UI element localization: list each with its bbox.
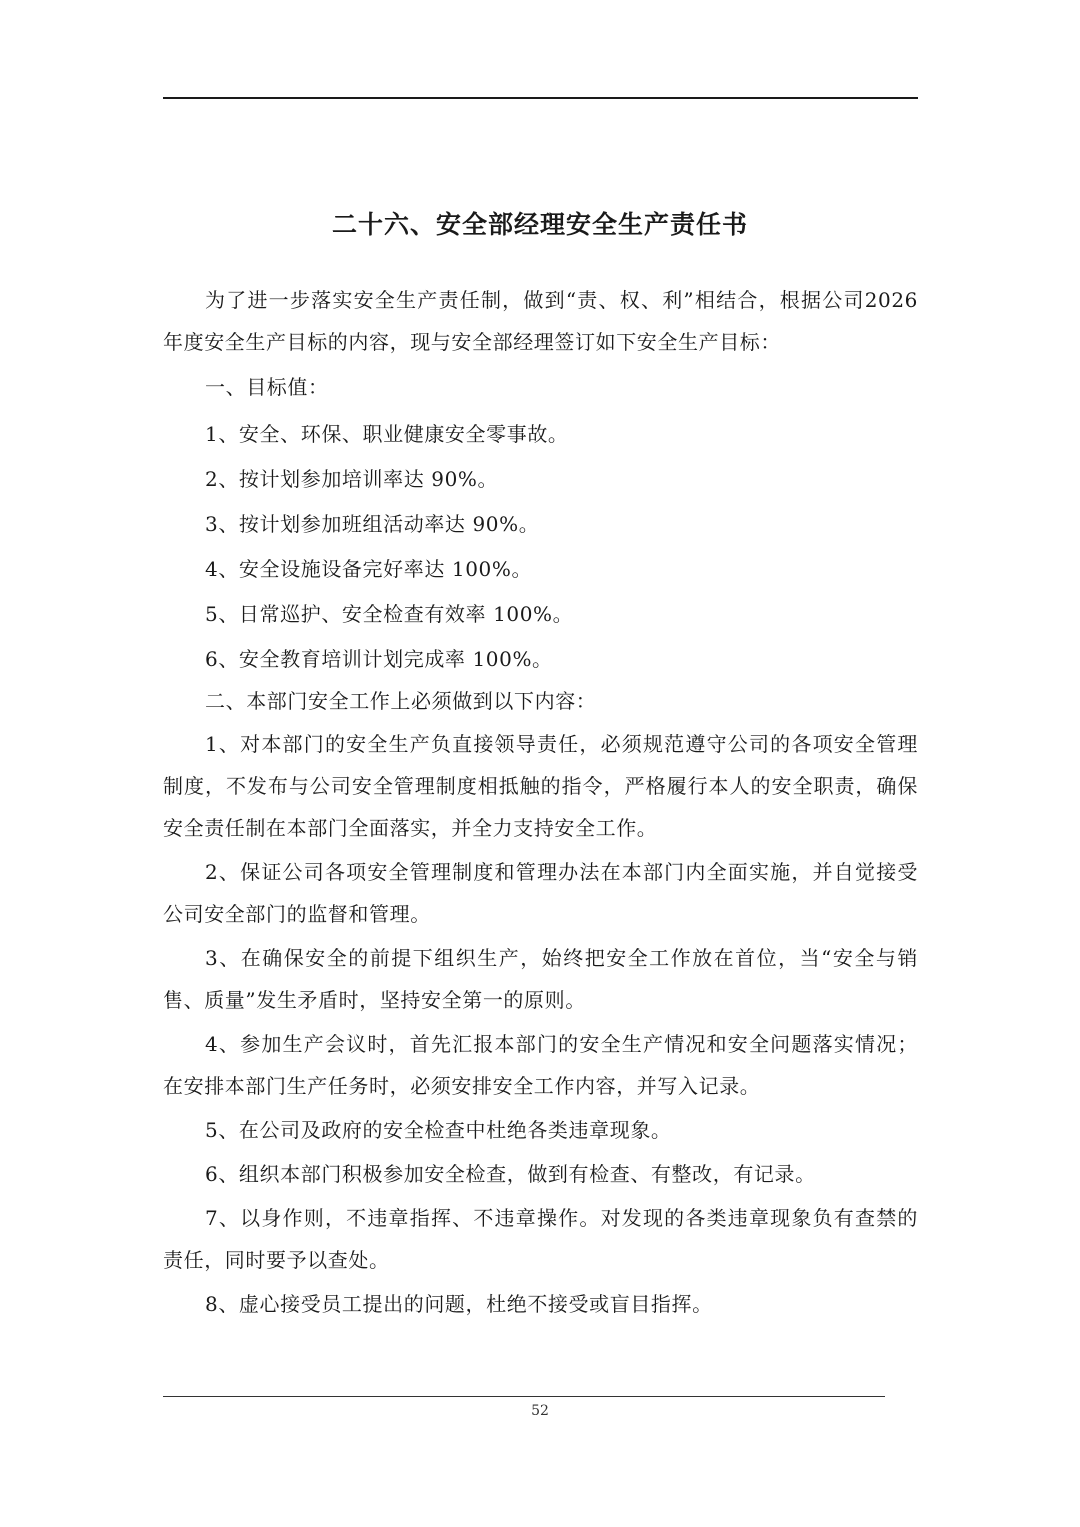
target-item: 6、安全教育培训计划完成率 100%。: [205, 647, 553, 671]
duty-item: 6、组织本部门积极参加安全检查，做到有检查、有整改，有记录。: [205, 1162, 816, 1186]
footer-rule: [163, 1396, 885, 1397]
duty-item: 8、虚心接受员工提出的问题，杜绝不接受或盲目指挥。: [205, 1292, 713, 1316]
intro-paragraph: 为了进一步落实安全生产责任制，做到“责、权、利”相结合，根据公司2026年度安全生产目标的内容，现与安全部经理签订如下安全生产目标：: [163, 288, 918, 354]
duty-item: 3、在确保安全的前提下组织生产，始终把安全工作放在首位，当“安全与销售、质量”发生矛盾时，坚持安全第一的原则。: [163, 946, 918, 1012]
section-heading: 二、本部门安全工作上必须做到以下内容：: [205, 689, 597, 713]
duty-item: 7、以身作则，不违章指挥、不违章操作。对发现的各类违章现象负有查禁的责任，同时要予以查处。: [163, 1206, 918, 1272]
target-item: 3、按计划参加班组活动率达 90%。: [205, 512, 540, 536]
target-item: 5、日常巡护、安全检查有效率 100%。: [205, 602, 574, 626]
header-rule: [163, 97, 918, 99]
duty-item: 5、在公司及政府的安全检查中杜绝各类违章现象。: [205, 1118, 672, 1142]
duty-item: 1、对本部门的安全生产负直接领导责任，必须规范遵守公司的各项安全管理制度，不发布与公司安全管理制度相抵触的指令，严格履行本人的安全职责，确保安全责任制在本部门全面落实，并全力支持安全工作。: [163, 732, 918, 840]
page-number: 52: [531, 1403, 549, 1419]
document-body: [163, 279, 918, 1325]
target-item: 2、按计划参加培训率达 90%。: [205, 467, 499, 491]
section-heading: 一、目标值：: [205, 375, 329, 399]
target-item: 1、安全、环保、职业健康安全零事故。: [205, 422, 569, 446]
duty-item: 4、参加生产会议时，首先汇报本部门的安全生产情况和安全问题落实情况；在安排本部门生产任务时，必须安排安全工作内容，并写入记录。: [163, 1032, 918, 1098]
document-title: 二十六、安全部经理安全生产责任书: [331, 210, 748, 239]
target-item: 4、安全设施设备完好率达 100%。: [205, 557, 533, 581]
duty-item: 2、保证公司各项安全管理制度和管理办法在本部门内全面实施，并自觉接受公司安全部门的监督和管理。: [163, 860, 918, 926]
